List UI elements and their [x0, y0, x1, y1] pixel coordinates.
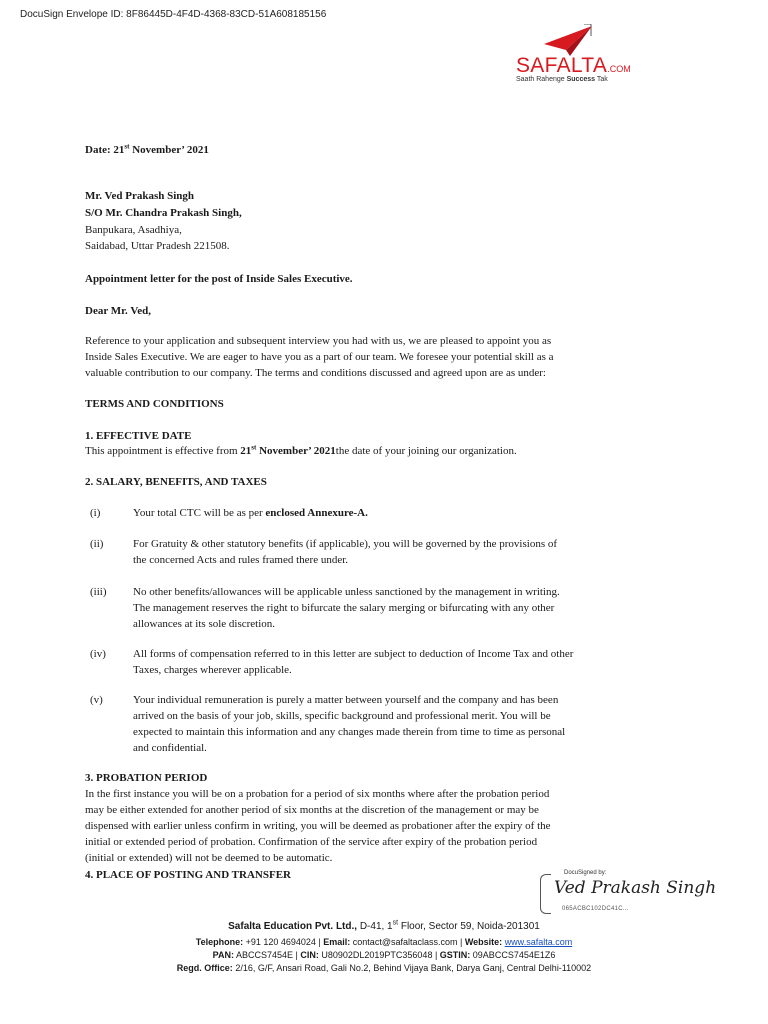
- intro-line: Reference to your application and subsequent interview you had with us, we are pleased to appoint you as: [85, 335, 552, 347]
- section-3-paragraph: In the first instance you will be on a probation for a period of six months where after the probation period may be either extended for another period of six months at the discretion of the management or may be dispensed with earlier unless confirm in writing, you will be deemed as probationer after the expiry of the initial or extended period of probation. Confirmation of the service after expiry of the probation period (initial or extended) will not be deemed to be automatic.: [85, 788, 551, 864]
- logo-tagline-suffix: Tak: [595, 76, 608, 83]
- list-item: No other benefits/allowances will be applicable unless sanctioned by the management in writing. The management reserves the right to bifurcate the salary merging or bifurcating with any other allowances at its sole discretion.: [133, 586, 560, 630]
- logo-wordmark: SAFALTA: [516, 54, 608, 77]
- list-item: For Gratuity & other statutory benefits (if applicable), you will be governed by the provisions of the concerned Acts and rules framed there under.: [133, 538, 558, 566]
- footer-office-line: Regd. Office: 2/16, G/F, Ansari Road, Gali No.2, Behind Vijaya Bank, Darya Ganj, Central Delhi-110002: [176, 963, 592, 973]
- paper-plane-icon: [544, 24, 594, 58]
- footer-contact-line: Telephone: +91 120 4694024 | Email: contact@safaltaclass.com | Website: www.safalta.com: [195, 937, 573, 947]
- list-item-number: (iv): [90, 648, 106, 660]
- safalta-logo: [514, 22, 654, 86]
- letter-subject: Appointment letter for the post of Inside Sales Executive.: [85, 273, 353, 285]
- list-item: Your individual remuneration is purely a matter between yourself and the company and has been arrived on the basis of your job, skills, specific background and professional merit. You will be expected to maintain this information and any changes made therein from time to time as personal and confidential.: [133, 694, 566, 754]
- section-2-heading: 2. SALARY, BENEFITS, AND TAXES: [85, 476, 267, 488]
- logo-suffix: .COM: [607, 64, 631, 74]
- section-3-heading: 3. PROBATION PERIOD: [85, 772, 208, 784]
- section-4-heading: 4. PLACE OF POSTING AND TRANSFER: [85, 869, 291, 881]
- list-item-number: (v): [90, 694, 103, 706]
- signature: Ved Prakash Singh: [554, 878, 717, 898]
- list-item: Your total CTC will be as per enclosed Annexure-A.: [133, 507, 368, 519]
- intro-line: Inside Sales Executive. We are eager to have you as a part of our team. We foresee your potential skill as a: [85, 351, 554, 363]
- intro-paragraph: [85, 333, 620, 381]
- list-item-number: (i): [90, 507, 101, 519]
- addressee-address-1: Banpukara, Asadhiya,: [85, 224, 182, 236]
- signature-caption: DocuSigned by:: [564, 870, 607, 876]
- addressee-parent: S/O Mr. Chandra Prakash Singh,: [85, 207, 242, 219]
- terms-heading: TERMS AND CONDITIONS: [85, 398, 224, 410]
- docusign-signature-box: [540, 870, 717, 916]
- logo-tagline-bold: Success: [566, 76, 596, 83]
- intro-line: valuable contribution to our company. The terms and conditions discussed and agreed upon are as under:: [85, 367, 546, 379]
- letter-date: Date: 21st November’ 2021: [85, 142, 209, 156]
- section-1-text: This appointment is effective from 21st November’ 2021the date of your joining our organization.: [85, 443, 517, 457]
- docusign-envelope-id: DocuSign Envelope ID: 8F86445D-4F4D-4368-83CD-51A608185156: [20, 9, 327, 20]
- addressee-name: Mr. Ved Prakash Singh: [85, 190, 195, 202]
- footer-company-line: Safalta Education Pvt. Ltd., D-41, 1st Floor, Sector 59, Noida-201301: [228, 919, 540, 932]
- logo-tagline-prefix: Saath Rahenge: [516, 76, 567, 83]
- website-link[interactable]: www.safalta.com: [504, 937, 573, 947]
- list-item-number: (iii): [90, 586, 107, 598]
- list-item: All forms of compensation referred to in this letter are subject to deduction of Income Tax and other Taxes, charges wherever applicable.: [133, 648, 574, 676]
- signature-id: 065ACBC102DC41C...: [562, 906, 629, 912]
- list-item-number: (ii): [90, 538, 104, 550]
- salutation: Dear Mr. Ved,: [85, 305, 151, 317]
- footer-registration-line: PAN: ABCCS7454E | CIN: U80902DL2019PTC356048 | GSTIN: 09ABCCS7454E1Z6: [212, 950, 556, 960]
- addressee-address-2: Saidabad, Uttar Pradesh 221508.: [85, 240, 230, 252]
- section-1-heading: 1. EFFECTIVE DATE: [85, 430, 192, 442]
